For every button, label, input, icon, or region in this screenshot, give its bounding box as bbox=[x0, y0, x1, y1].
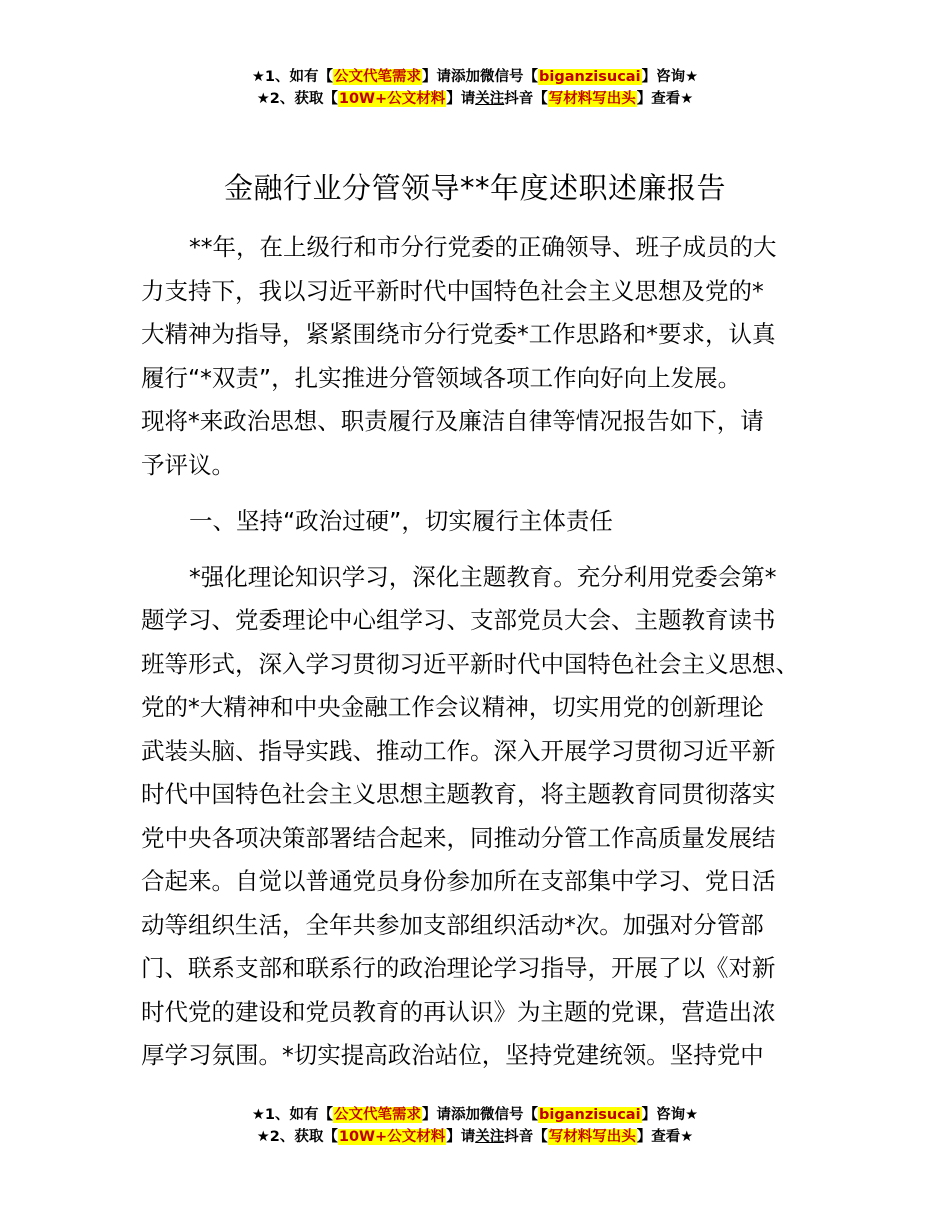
banner-highlight-wechat-id: biganzisucai bbox=[539, 1107, 641, 1123]
banner-line-2-middle: 】请 bbox=[446, 1129, 476, 1145]
document-title: 金融行业分管领导**年度述职述廉报告 bbox=[223, 171, 726, 205]
banner-line-2-middle-2: 抖音【 bbox=[504, 1129, 548, 1145]
intro-line: 履行“*双责”，扎实推进分管领域各项工作向好向上发展。 bbox=[141, 363, 742, 392]
section-heading-1 bbox=[141, 500, 813, 544]
section-1-line: 时代中国特色社会主义思想主题教育，将主题教育同贯彻落实 bbox=[141, 780, 776, 808]
intro-line: **年，在上级行和市分行党委的正确领导、班子成员的大 bbox=[189, 233, 777, 261]
banner-line-2-middle-2: 抖音【 bbox=[504, 91, 548, 107]
document-body bbox=[141, 226, 813, 1078]
intro-line: 大精神为指导，紧紧围绕市分行党委*工作思路和*要求，认真 bbox=[141, 320, 776, 348]
banner-underlined-follow: 关注 bbox=[475, 1129, 505, 1145]
banner-line-2-prefix: ★2、获取【 bbox=[256, 91, 338, 107]
intro-line: 予评议。 bbox=[141, 450, 235, 479]
banner-underlined-follow: 关注 bbox=[475, 91, 505, 107]
banner-line-1-middle: 】请添加微信号【 bbox=[422, 69, 539, 85]
section-1-line: 党中央各项决策部署结合起来，同推动分管工作高质量发展结 bbox=[141, 823, 776, 852]
banner-line-1-suffix: 】咨询★ bbox=[641, 69, 699, 85]
footer-banner bbox=[0, 1104, 950, 1148]
section-heading-text: 一、坚持“政治过硬”，切实履行主体责任 bbox=[189, 507, 613, 535]
section-1-line: 班等形式，深入学习贯彻习近平新时代中国特色社会主义思想、 bbox=[141, 649, 799, 678]
section-1-line: 合起来。自觉以普通党员身份参加所在支部集中学习、党日活 bbox=[141, 867, 776, 895]
banner-line-1-prefix: ★1、如有【 bbox=[251, 1107, 334, 1123]
banner-line-2 bbox=[0, 88, 950, 110]
banner-line-1 bbox=[0, 66, 950, 88]
section-1-line: 武装头脑、指导实践、推动工作。深入开展学习贯彻习近平新 bbox=[141, 736, 776, 765]
banner-line-1 bbox=[0, 1104, 950, 1126]
section-1-line: 时代党的建设和党员教育的再认识》为主题的党课，营造出浓 bbox=[141, 997, 776, 1026]
banner-highlight-service: 公文代笔需求 bbox=[334, 69, 422, 85]
banner-line-1-middle: 】请添加微信号【 bbox=[422, 1107, 539, 1123]
banner-line-2 bbox=[0, 1126, 950, 1148]
banner-line-2-prefix: ★2、获取【 bbox=[256, 1129, 338, 1145]
section-1-line: 门、联系支部和联系行的政治理论学习指导，开展了以《对新 bbox=[141, 954, 776, 982]
banner-highlight-materials: 10W+公文材料 bbox=[338, 91, 446, 107]
banner-line-2-suffix: 】查看★ bbox=[636, 91, 694, 107]
banner-highlight-douyin-account: 写材料写出头 bbox=[548, 91, 636, 107]
section-1-line: 题学习、党委理论中心组学习、支部党员大会、主题教育读书 bbox=[141, 606, 776, 634]
banner-highlight-douyin-account: 写材料写出头 bbox=[548, 1129, 636, 1145]
intro-line: 力支持下，我以习近平新时代中国特色社会主义思想及党的* bbox=[141, 276, 764, 305]
intro-line: 现将*来政治思想、职责履行及廉洁自律等情况报告如下，请 bbox=[141, 407, 764, 435]
section-1-line: 党的*大精神和中央金融工作会议精神，切实用党的创新理论 bbox=[141, 693, 764, 721]
section-1-line: 厚学习氛围。*切实提高政治站位，坚持党建统领。坚持党中 bbox=[141, 1041, 764, 1069]
section-1-paragraph bbox=[141, 556, 813, 1078]
section-1-line: 动等组织生活，全年共参加支部组织活动*次。加强对分管部 bbox=[141, 910, 764, 939]
banner-line-2-middle: 】请 bbox=[446, 91, 476, 107]
intro-paragraph bbox=[141, 226, 813, 487]
banner-line-1-suffix: 】咨询★ bbox=[641, 1107, 699, 1123]
section-1-line: *强化理论知识学习，深化主题教育。充分利用党委会第* bbox=[189, 562, 777, 591]
banner-highlight-service: 公文代笔需求 bbox=[334, 1107, 422, 1123]
banner-line-1-prefix: ★1、如有【 bbox=[251, 69, 334, 85]
banner-line-2-suffix: 】查看★ bbox=[636, 1129, 694, 1145]
header-banner bbox=[0, 66, 950, 110]
banner-highlight-materials: 10W+公文材料 bbox=[338, 1129, 446, 1145]
banner-highlight-wechat-id: biganzisucai bbox=[539, 69, 641, 85]
